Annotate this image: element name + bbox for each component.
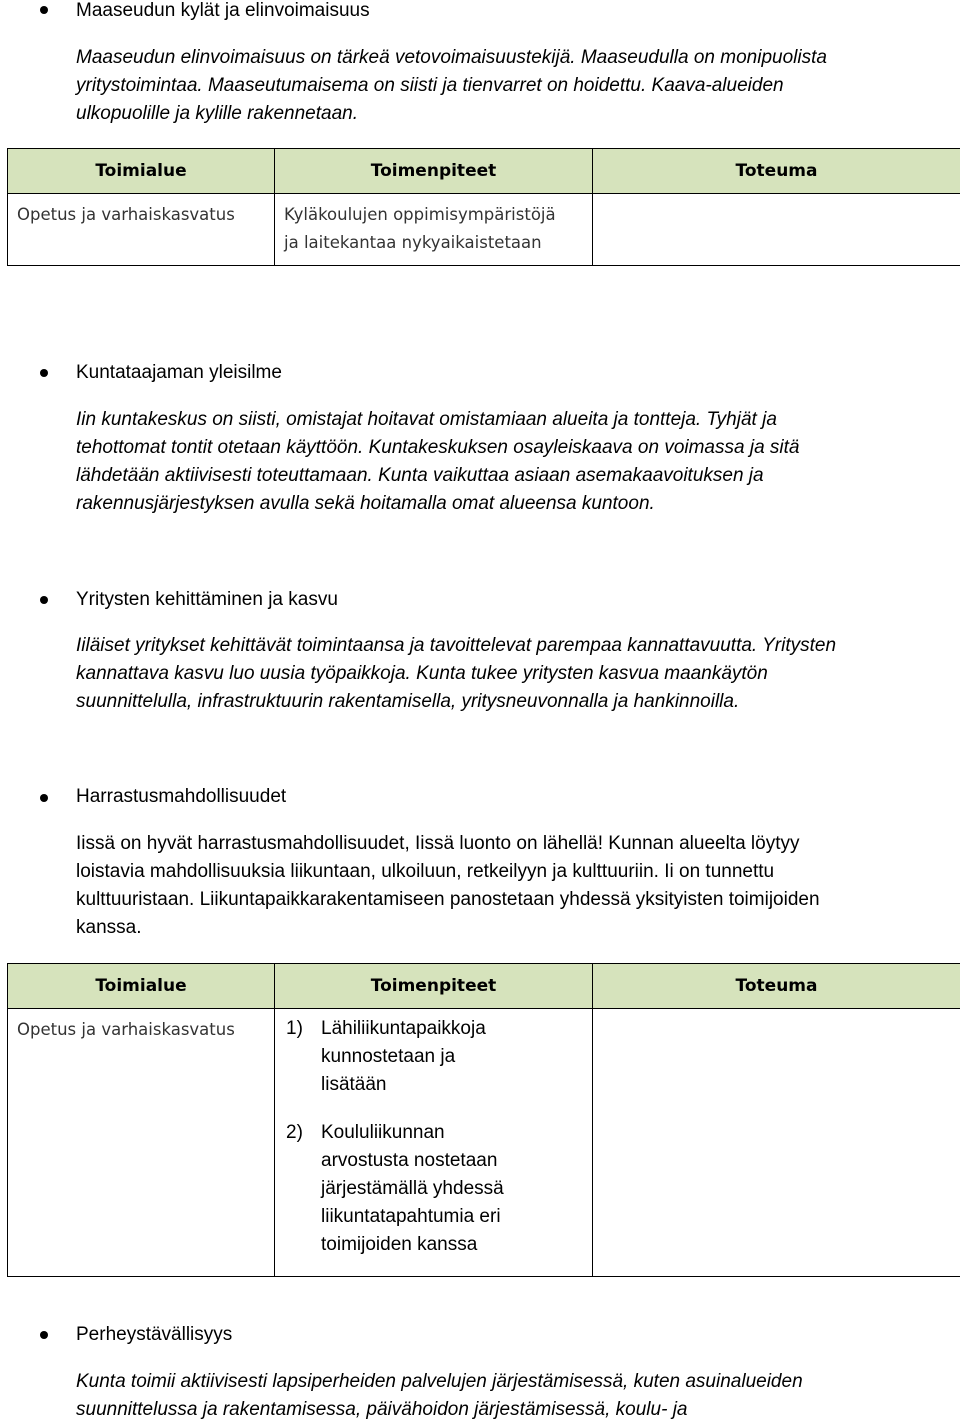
paragraph-line: Maaseudun elinvoimaisuus on tärkeä vetovoimaisuustekijä. Maaseudulla on monipuolista: [76, 47, 827, 68]
actions-cell: [275, 194, 593, 266]
section-heading: Harrastusmahdollisuudet: [76, 786, 287, 807]
paragraph-line: loistavia mahdollisuuksia liikuntaan, ulkoiluun, retkeilyyn ja kulttuuriin. Ii on tunnettu: [76, 861, 775, 882]
action-line: arvostusta nostetaan: [321, 1150, 498, 1171]
paragraph-line: rakennusjärjestyksen avulla sekä hoitamalla omat alueensa kuntoon.: [76, 493, 655, 514]
list-number: 1): [286, 1018, 303, 1039]
table-row: [8, 194, 960, 266]
table-header-row: [8, 149, 960, 194]
paragraph-line: kanssa.: [76, 917, 142, 938]
measures-table: [7, 963, 960, 1277]
list-item: [275, 1119, 592, 1259]
header-outcome: Toteuma: [593, 964, 960, 1009]
section-heading: Perheystävällisyys: [76, 1324, 233, 1345]
bullet-icon: [40, 1331, 48, 1339]
section-heading: Maaseudun kylät ja elinvoimaisuus: [76, 0, 370, 21]
action-line: Kyläkoulujen oppimisympäristöjä: [284, 205, 556, 224]
paragraph-line: Iin kuntakeskus on siisti, omistajat hoitavat omistamiaan alueita ja tontteja. Tyhjät ja: [76, 409, 777, 430]
bullet-icon: [40, 6, 48, 14]
section-paragraph: [76, 830, 946, 942]
section-heading: Yritysten kehittäminen ja kasvu: [76, 589, 338, 610]
action-line: järjestämällä yhdessä: [321, 1178, 504, 1199]
paragraph-line: kulttuuristaan. Liikuntapaikkarakentamiseen panostetaan yhdessä yksityisten toimijoiden: [76, 889, 820, 910]
header-sector: Toimialue: [8, 964, 275, 1009]
section-paragraph: [76, 632, 946, 716]
paragraph-line: suunnittelulla, infrastruktuurin rakentamisella, yritysneuvonnalla ja hankinnoilla.: [76, 691, 740, 712]
list-number: 2): [286, 1122, 303, 1143]
section-paragraph: [76, 44, 946, 128]
measures-table: [7, 148, 960, 266]
paragraph-line: Kunta toimii aktiivisesti lapsiperheiden palvelujen järjestämisessä, kuten asuinalueiden: [76, 1371, 803, 1392]
list-item: [275, 1015, 592, 1099]
actions-cell: [275, 1009, 593, 1277]
paragraph-line: kannattava kasvu luo uusia työpaikkoja. Kunta tukee yritysten kasvua maankäytön: [76, 663, 768, 684]
section-heading: Kuntataajaman yleisilme: [76, 362, 282, 383]
bullet-icon: [40, 596, 48, 604]
section-paragraph: [76, 1368, 946, 1424]
outcome-cell: [593, 194, 960, 266]
paragraph-line: lähdetään aktiivisesti toteuttamaan. Kunta vaikuttaa asiaan asemakaavoituksen ja: [76, 465, 764, 486]
paragraph-line: Iissä on hyvät harrastusmahdollisuudet, Iissä luonto on lähellä! Kunnan alueelta löytyy: [76, 833, 800, 854]
action-line: toimijoiden kanssa: [321, 1234, 478, 1255]
bullet-icon: [40, 794, 48, 802]
outcome-cell: [593, 1009, 960, 1277]
paragraph-line: ulkopuolille ja kylille rakennetaan.: [76, 103, 359, 124]
action-line: liikuntatapahtumia eri: [321, 1206, 501, 1227]
table-header-row: [8, 964, 960, 1009]
action-line: Lähiliikuntapaikkoja: [321, 1018, 486, 1039]
sector-text: Opetus ja varhaiskasvatus: [17, 1020, 235, 1039]
action-line: lisätään: [321, 1074, 387, 1095]
table-row: [8, 1009, 960, 1277]
sector-cell: [8, 194, 275, 266]
sector-cell: [8, 1009, 275, 1277]
header-actions: Toimenpiteet: [275, 149, 593, 194]
paragraph-line: tehottomat tontit otetaan käyttöön. Kuntakeskuksen osayleiskaava on voimassa ja sitä: [76, 437, 800, 458]
header-outcome: Toteuma: [593, 149, 960, 194]
paragraph-line: Iiläiset yritykset kehittävät toimintaansa ja tavoittelevat parempaa kannattavuutta. Yritysten: [76, 635, 837, 656]
paragraph-line: yritystoimintaa. Maaseutumaisema on siisti ja tienvarret on hoidettu. Kaava-alueiden: [76, 75, 784, 96]
action-line: Koululiikunnan: [321, 1122, 445, 1143]
action-line: kunnostetaan ja: [321, 1046, 456, 1067]
paragraph-line: suunnittelussa ja rakentamisessa, päivähoidon järjestämisessä, koulu- ja: [76, 1399, 688, 1420]
header-actions: Toimenpiteet: [275, 964, 593, 1009]
bullet-icon: [40, 369, 48, 377]
sector-text: Opetus ja varhaiskasvatus: [17, 205, 235, 224]
actions-list: [275, 1015, 592, 1259]
section-paragraph: [76, 406, 946, 518]
header-sector: Toimialue: [8, 149, 275, 194]
action-line: ja laitekantaa nykyaikaistetaan: [284, 233, 542, 252]
